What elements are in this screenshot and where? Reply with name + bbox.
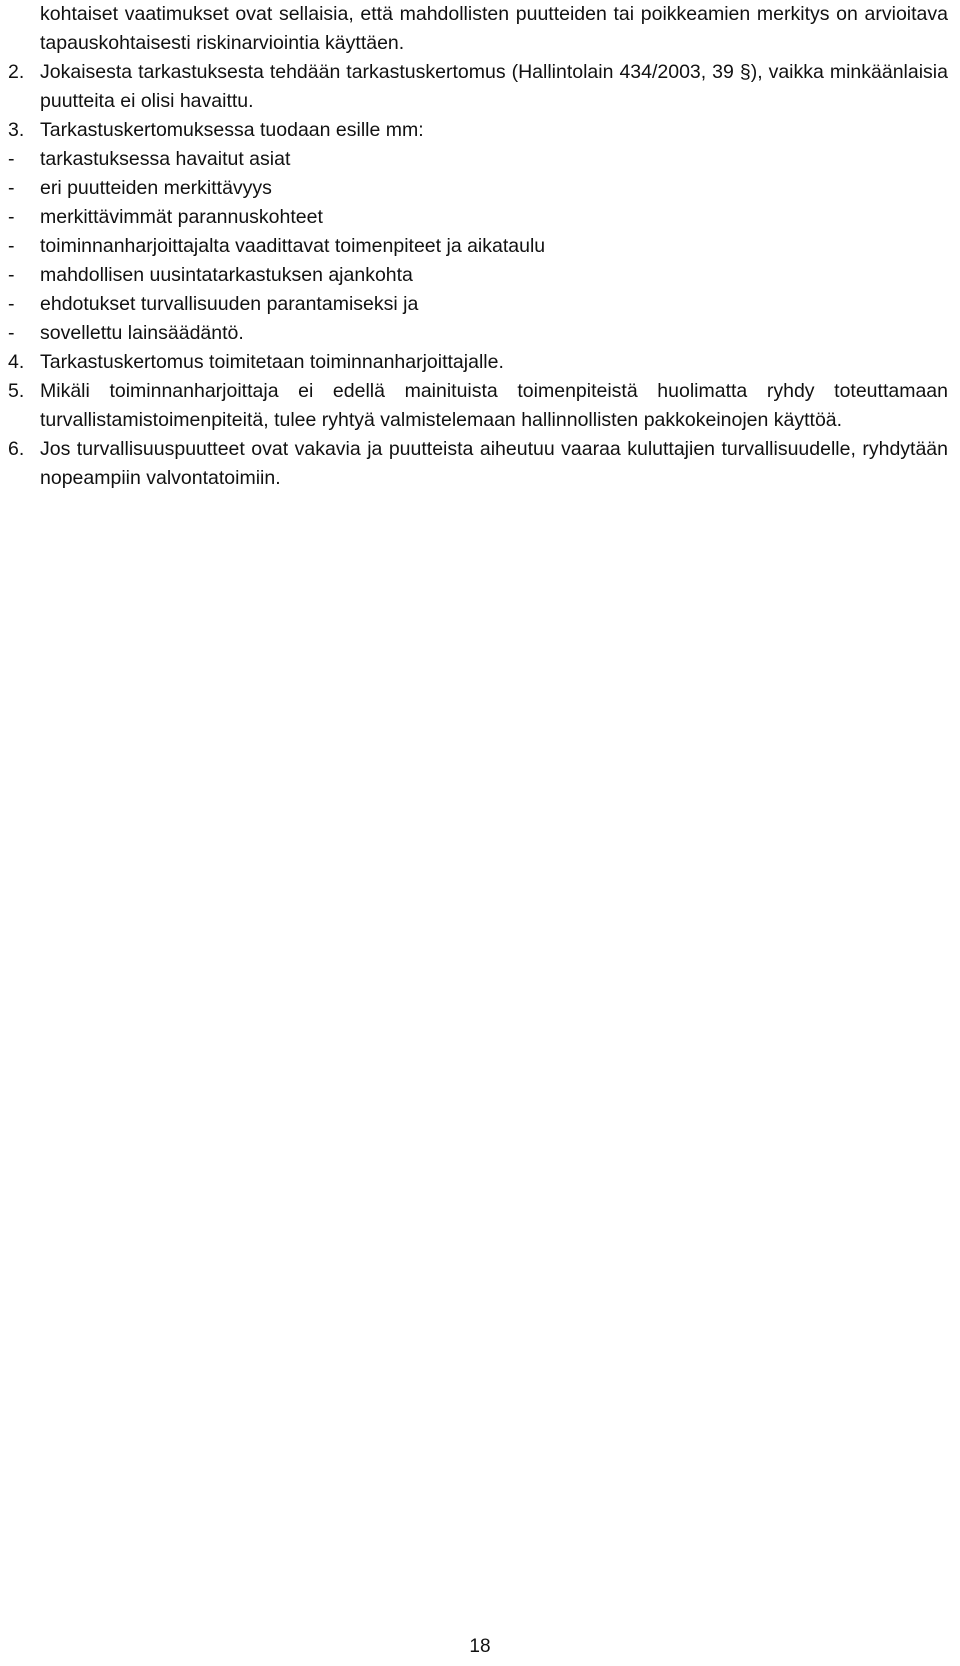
bullet-text: mahdollisen uusintatarkastuksen ajankohta <box>40 264 413 286</box>
list-item-text: Mikäli toiminnanharjoittaja ei edellä mainituista toimenpiteistä huolimatta ryhdy toteuttamaan turvallistamistoimenpiteitä, tulee ryhtyä valmistelemaan hallinnollisten pakkokeinojen käyttöä. <box>40 380 948 431</box>
bullet-item <box>8 261 948 290</box>
bullet-dash: - <box>8 264 15 286</box>
bullet-item <box>8 174 948 203</box>
bullet-text: tarkastuksessa havaitut asiat <box>40 148 291 170</box>
bullet-dash: - <box>8 235 15 257</box>
numbered-item-6 <box>8 435 948 493</box>
list-item-text: Tarkastuskertomuksessa tuodaan esille mm: <box>40 119 424 141</box>
bullet-text: eri puutteiden merkittävyys <box>40 177 272 199</box>
list-item-text: Jokaisesta tarkastuksesta tehdään tarkastuskertomus (Hallintolain 434/2003, 39 §), vaikka minkäänlaisia puutteita ei olisi havaittu. <box>40 61 948 112</box>
numbered-item-4 <box>8 348 948 377</box>
list-item-text: Jos turvallisuuspuutteet ovat vakavia ja puutteista aiheutuu vaaraa kuluttajien turvallisuudelle, ryhdytään nopeampiin valvontatoimiin. <box>40 438 948 489</box>
list-number: 6. <box>8 438 25 460</box>
paragraph-text: kohtaiset vaatimukset ovat sellaisia, että mahdollisten puutteiden tai poikkeamien merkitys on arvioitava tapauskohtaisesti riskinarviointia käyttäen. <box>40 3 948 54</box>
bullet-text: merkittävimmät parannuskohteet <box>40 206 323 228</box>
page-number: 18 <box>469 1636 491 1657</box>
bullet-dash: - <box>8 177 15 199</box>
list-number: 4. <box>8 351 25 373</box>
bullet-item <box>8 319 948 348</box>
numbered-item-2 <box>8 58 948 116</box>
list-item-text: Tarkastuskertomus toimitetaan toiminnanharjoittajalle. <box>40 351 504 373</box>
bullet-dash: - <box>8 148 15 170</box>
bullet-item <box>8 232 948 261</box>
bullet-text: ehdotukset turvallisuuden parantamiseksi ja <box>40 293 419 315</box>
numbered-item-5 <box>8 377 948 435</box>
list-number: 5. <box>8 380 25 402</box>
numbered-item-3 <box>8 116 948 145</box>
list-number: 2. <box>8 61 25 83</box>
continued-paragraph <box>8 0 948 58</box>
bullet-dash: - <box>8 206 15 228</box>
bullet-text: sovellettu lainsäädäntö. <box>40 322 244 344</box>
bullet-item <box>8 290 948 319</box>
bullet-item <box>8 145 948 174</box>
bullet-text: toiminnanharjoittajalta vaadittavat toimenpiteet ja aikataulu <box>40 235 546 257</box>
bullet-item <box>8 203 948 232</box>
list-number: 3. <box>8 119 25 141</box>
bullet-dash: - <box>8 293 15 315</box>
document-body <box>8 0 948 493</box>
bullet-dash: - <box>8 322 15 344</box>
